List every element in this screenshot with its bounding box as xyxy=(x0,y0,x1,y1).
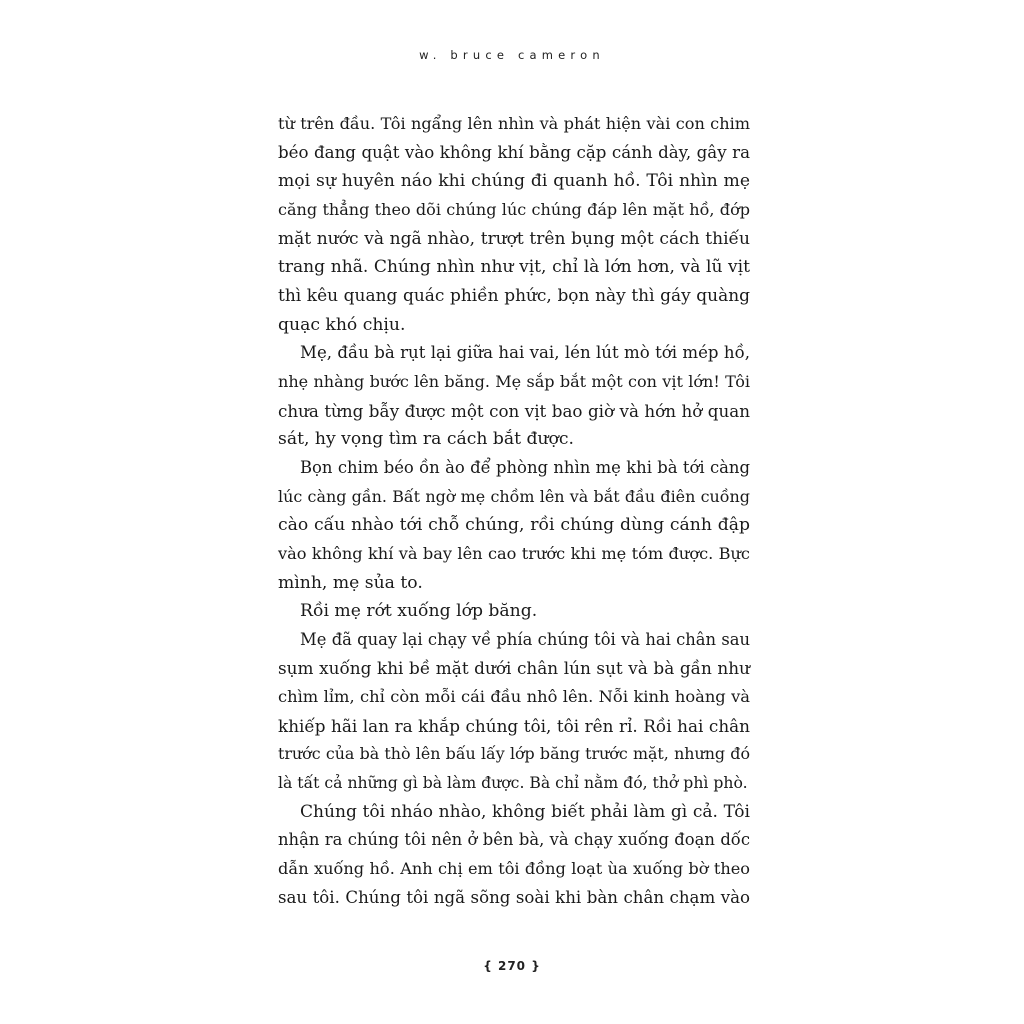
paragraph xyxy=(278,798,750,913)
text-line: vào không khí và bay lên cao trước khi mẹ tóm được. Bực xyxy=(278,543,750,563)
text-line: Rồi mẹ rớt xuống lớp băng. xyxy=(300,601,538,622)
text-line: mình, mẹ sủa to. xyxy=(278,572,423,593)
text-line: dẫn xuống hồ. Anh chị em tôi đồng loạt ùa xuống bờ theo xyxy=(278,859,750,879)
text-line: thì kêu quang quác phiền phức, bọn này thì gáy quàng xyxy=(278,285,750,306)
text-line: trang nhã. Chúng nhìn như vịt, chỉ là lớn hơn, và lũ vịt xyxy=(278,257,750,278)
text-line: chìm lỉm, chỉ còn mỗi cái đầu nhô lên. Nỗi kinh hoàng và xyxy=(278,687,750,707)
text-line: từ trên đầu. Tôi ngẩng lên nhìn và phát hiện vài con chim xyxy=(278,114,750,133)
text-line: mọi sự huyên náo khi chúng đi quanh hồ. Tôi nhìn mẹ xyxy=(278,171,750,192)
text-line: mặt nước và ngã nhào, trượt trên bụng một cách thiếu xyxy=(278,228,750,249)
text-line: lúc càng gần. Bất ngờ mẹ chồm lên và bắt đầu điên cuồng xyxy=(278,486,750,506)
text-line: sau tôi. Chúng tôi ngã sõng soài khi bàn chân chạm vào xyxy=(278,887,750,907)
text-line: Chúng tôi nháo nhào, không biết phải làm gì cả. Tôi xyxy=(300,801,750,822)
body-text xyxy=(278,110,750,912)
page-number: { 270 } xyxy=(483,959,541,973)
text-line: nhẹ nhàng bước lên băng. Mẹ sắp bắt một con vịt lớn! Tôi xyxy=(278,371,750,391)
paragraph xyxy=(278,110,750,339)
text-line: Bọn chim béo ồn ào để phòng nhìn mẹ khi bà tới càng xyxy=(300,457,750,477)
text-line: là tất cả những gì bà làm được. Bà chỉ nằm đó, thở phì phò. xyxy=(278,773,748,793)
text-line: Mẹ đã quay lại chạy về phía chúng tôi và hai chân sau xyxy=(300,629,750,649)
running-head-author: w. bruce cameron xyxy=(419,48,605,62)
text-line: căng thẳng theo dõi chúng lúc chúng đáp lên mặt hồ, đớp xyxy=(278,199,750,219)
paragraph xyxy=(278,597,750,626)
text-line: nhận ra chúng tôi nên ở bên bà, và chạy xuống đoạn dốc xyxy=(278,830,750,850)
paragraph xyxy=(278,339,750,454)
text-line: Mẹ, đầu bà rụt lại giữa hai vai, lén lút mò tới mép hồ, xyxy=(300,343,750,363)
text-line: trước của bà thò lên bấu lấy lớp băng trước mặt, nhưng đó xyxy=(278,744,750,764)
paragraph xyxy=(278,626,750,798)
text-line: sát, hy vọng tìm ra cách bắt được. xyxy=(278,429,574,450)
text-line: quạc khó chịu. xyxy=(278,314,406,335)
text-line: khiếp hãi lan ra khắp chúng tôi, tôi rên rỉ. Rồi hai chân xyxy=(278,715,750,736)
text-line: chưa từng bẫy được một con vịt bao giờ và hớn hở quan xyxy=(278,400,750,421)
text-line: cào cấu nhào tới chỗ chúng, rồi chúng dùng cánh đập xyxy=(278,515,750,536)
text-line: sụm xuống khi bề mặt dưới chân lún sụt và bà gần như xyxy=(278,658,750,679)
text-line: béo đang quật vào không khí bằng cặp cánh dày, gây ra xyxy=(278,142,750,162)
paragraph xyxy=(278,454,750,597)
